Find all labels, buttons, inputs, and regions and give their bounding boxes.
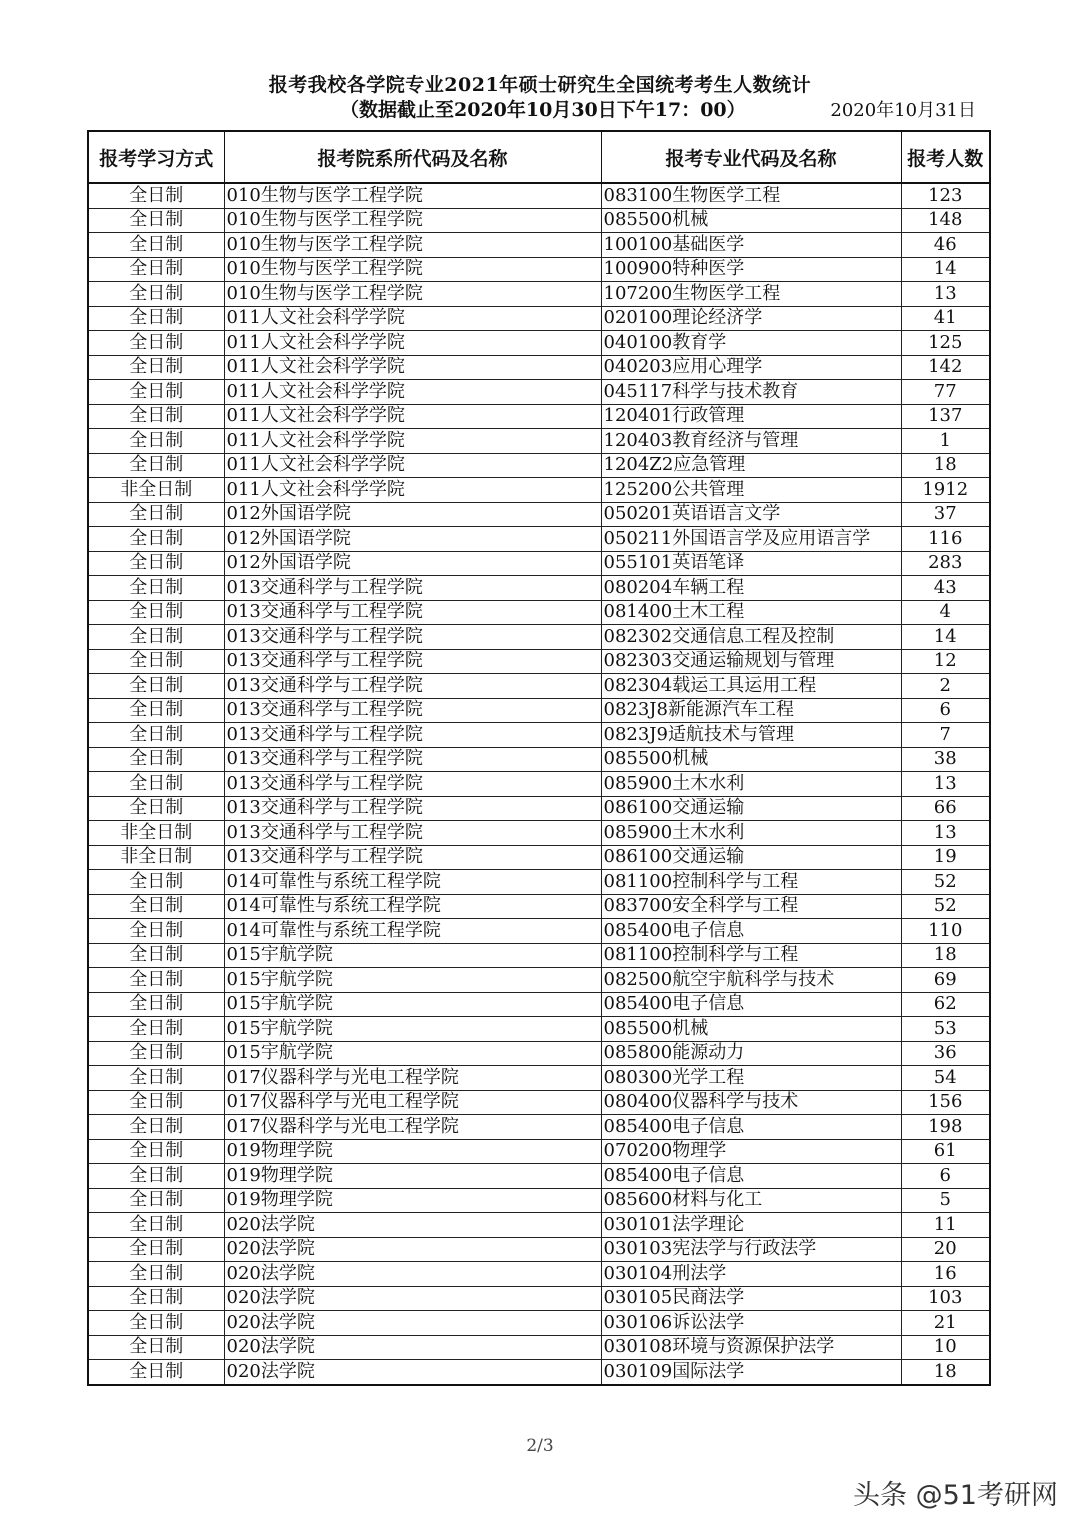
department-cell: 012外国语学院: [224, 502, 601, 527]
study-mode-cell: 全日制: [88, 404, 224, 429]
count-cell: 125: [901, 331, 990, 356]
table-row: [88, 502, 990, 527]
table-row: [88, 478, 990, 503]
department-cell: 013交通科学与工程学院: [224, 772, 601, 797]
table-row: [88, 1237, 990, 1262]
study-mode-cell: 全日制: [88, 331, 224, 356]
table-row: [88, 894, 990, 919]
major-cell: 120401行政管理: [601, 404, 901, 429]
study-mode-cell: 全日制: [88, 233, 224, 258]
count-cell: 148: [901, 208, 990, 233]
study-mode-cell: 全日制: [88, 576, 224, 601]
major-cell: 085400电子信息: [601, 992, 901, 1017]
table-row: [88, 1090, 990, 1115]
count-cell: 52: [901, 870, 990, 895]
department-cell: 015宇航学院: [224, 1017, 601, 1042]
count-cell: 13: [901, 821, 990, 846]
table-row: [88, 306, 990, 331]
table-row: [88, 649, 990, 674]
major-cell: 085600材料与化工: [601, 1188, 901, 1213]
department-cell: 020法学院: [224, 1262, 601, 1287]
department-cell: 013交通科学与工程学院: [224, 600, 601, 625]
major-cell: 082302交通信息工程及控制: [601, 625, 901, 650]
count-cell: 18: [901, 453, 990, 478]
count-cell: 6: [901, 698, 990, 723]
department-cell: 011人文社会科学学院: [224, 429, 601, 454]
count-cell: 66: [901, 796, 990, 821]
table-row: [88, 1139, 990, 1164]
watermark: 头条 @51考研网: [853, 1480, 1058, 1511]
count-cell: 53: [901, 1017, 990, 1042]
department-cell: 013交通科学与工程学院: [224, 747, 601, 772]
major-cell: 085900土木水利: [601, 821, 901, 846]
table-row: [88, 1066, 990, 1091]
major-cell: 083100生物医学工程: [601, 183, 901, 208]
table-row: [88, 674, 990, 699]
table-row: [88, 1213, 990, 1238]
table-row: [88, 1360, 990, 1385]
header-department: 报考院系所代码及名称: [224, 131, 601, 183]
major-cell: 040100教育学: [601, 331, 901, 356]
major-cell: 030104刑法学: [601, 1262, 901, 1287]
study-mode-cell: 全日制: [88, 772, 224, 797]
study-mode-cell: 全日制: [88, 723, 224, 748]
department-cell: 013交通科学与工程学院: [224, 625, 601, 650]
study-mode-cell: 全日制: [88, 1066, 224, 1091]
major-cell: 085400电子信息: [601, 1164, 901, 1189]
study-mode-cell: 全日制: [88, 1139, 224, 1164]
table-row: [88, 698, 990, 723]
study-mode-cell: 全日制: [88, 894, 224, 919]
study-mode-cell: 全日制: [88, 208, 224, 233]
major-cell: 120403教育经济与管理: [601, 429, 901, 454]
major-cell: 083700安全科学与工程: [601, 894, 901, 919]
count-cell: 37: [901, 502, 990, 527]
major-cell: 070200物理学: [601, 1139, 901, 1164]
major-cell: 0823J8新能源汽车工程: [601, 698, 901, 723]
department-cell: 013交通科学与工程学院: [224, 698, 601, 723]
major-cell: 086100交通运输: [601, 796, 901, 821]
study-mode-cell: 全日制: [88, 698, 224, 723]
study-mode-cell: 全日制: [88, 453, 224, 478]
study-mode-cell: 全日制: [88, 1335, 224, 1360]
major-cell: 085500机械: [601, 1017, 901, 1042]
department-cell: 014可靠性与系统工程学院: [224, 894, 601, 919]
study-mode-cell: 全日制: [88, 674, 224, 699]
table-row: [88, 600, 990, 625]
major-cell: 030108环境与资源保护法学: [601, 1335, 901, 1360]
header-study-mode: 报考学习方式: [88, 131, 224, 183]
table-row: [88, 282, 990, 307]
table-row: [88, 233, 990, 258]
department-cell: 013交通科学与工程学院: [224, 821, 601, 846]
count-cell: 20: [901, 1237, 990, 1262]
table-row: [88, 1286, 990, 1311]
study-mode-cell: 全日制: [88, 1311, 224, 1336]
major-cell: 082303交通运输规划与管理: [601, 649, 901, 674]
study-mode-cell: 全日制: [88, 600, 224, 625]
major-cell: 085400电子信息: [601, 1115, 901, 1140]
count-cell: 61: [901, 1139, 990, 1164]
table-row: [88, 1311, 990, 1336]
department-cell: 011人文社会科学学院: [224, 478, 601, 503]
major-cell: 100900特种医学: [601, 257, 901, 282]
count-cell: 77: [901, 380, 990, 405]
table-row: [88, 772, 990, 797]
department-cell: 019物理学院: [224, 1164, 601, 1189]
document-date: 2020年10月31日: [830, 100, 976, 121]
department-cell: 012外国语学院: [224, 551, 601, 576]
department-cell: 015宇航学院: [224, 992, 601, 1017]
table-row: [88, 747, 990, 772]
department-cell: 020法学院: [224, 1286, 601, 1311]
table-row: [88, 1335, 990, 1360]
count-cell: 110: [901, 919, 990, 944]
department-cell: 020法学院: [224, 1335, 601, 1360]
department-cell: 019物理学院: [224, 1188, 601, 1213]
department-cell: 010生物与医学工程学院: [224, 183, 601, 208]
study-mode-cell: 全日制: [88, 796, 224, 821]
count-cell: 54: [901, 1066, 990, 1091]
major-cell: 030106诉讼法学: [601, 1311, 901, 1336]
study-mode-cell: 全日制: [88, 1237, 224, 1262]
count-cell: 14: [901, 257, 990, 282]
count-cell: 116: [901, 527, 990, 552]
department-cell: 011人文社会科学学院: [224, 306, 601, 331]
count-cell: 7: [901, 723, 990, 748]
major-cell: 020100理论经济学: [601, 306, 901, 331]
department-cell: 015宇航学院: [224, 1041, 601, 1066]
major-cell: 082304载运工具运用工程: [601, 674, 901, 699]
count-cell: 13: [901, 772, 990, 797]
department-cell: 020法学院: [224, 1360, 601, 1385]
major-cell: 085500机械: [601, 208, 901, 233]
study-mode-cell: 全日制: [88, 1360, 224, 1385]
major-cell: 030105民商法学: [601, 1286, 901, 1311]
count-cell: 52: [901, 894, 990, 919]
department-cell: 011人文社会科学学院: [224, 355, 601, 380]
major-cell: 082500航空宇航科学与技术: [601, 968, 901, 993]
major-cell: 107200生物医学工程: [601, 282, 901, 307]
count-cell: 5: [901, 1188, 990, 1213]
major-cell: 085400电子信息: [601, 919, 901, 944]
count-cell: 62: [901, 992, 990, 1017]
department-cell: 013交通科学与工程学院: [224, 723, 601, 748]
header-major: 报考专业代码及名称: [601, 131, 901, 183]
major-cell: 085500机械: [601, 747, 901, 772]
count-cell: 38: [901, 747, 990, 772]
count-cell: 46: [901, 233, 990, 258]
major-cell: 1204Z2应急管理: [601, 453, 901, 478]
count-cell: 4: [901, 600, 990, 625]
count-cell: 198: [901, 1115, 990, 1140]
major-cell: 080400仪器科学与技术: [601, 1090, 901, 1115]
study-mode-cell: 全日制: [88, 1017, 224, 1042]
major-cell: 081100控制科学与工程: [601, 943, 901, 968]
count-cell: 36: [901, 1041, 990, 1066]
statistics-table: [87, 130, 991, 1386]
table-row: [88, 380, 990, 405]
major-cell: 045117科学与技术教育: [601, 380, 901, 405]
study-mode-cell: 非全日制: [88, 845, 224, 870]
major-cell: 081100控制科学与工程: [601, 870, 901, 895]
count-cell: 16: [901, 1262, 990, 1287]
department-cell: 017仪器科学与光电工程学院: [224, 1115, 601, 1140]
department-cell: 013交通科学与工程学院: [224, 576, 601, 601]
count-cell: 21: [901, 1311, 990, 1336]
department-cell: 010生物与医学工程学院: [224, 233, 601, 258]
department-cell: 013交通科学与工程学院: [224, 845, 601, 870]
table-row: [88, 331, 990, 356]
study-mode-cell: 全日制: [88, 502, 224, 527]
major-cell: 030109国际法学: [601, 1360, 901, 1385]
study-mode-cell: 全日制: [88, 870, 224, 895]
study-mode-cell: 全日制: [88, 968, 224, 993]
count-cell: 137: [901, 404, 990, 429]
table-row: [88, 576, 990, 601]
study-mode-cell: 非全日制: [88, 821, 224, 846]
count-cell: 1: [901, 429, 990, 454]
table-row: [88, 355, 990, 380]
table-row: [88, 992, 990, 1017]
table-row: [88, 919, 990, 944]
table-row: [88, 1115, 990, 1140]
count-cell: 2: [901, 674, 990, 699]
department-cell: 013交通科学与工程学院: [224, 649, 601, 674]
count-cell: 1912: [901, 478, 990, 503]
count-cell: 123: [901, 183, 990, 208]
count-cell: 283: [901, 551, 990, 576]
department-cell: 011人文社会科学学院: [224, 380, 601, 405]
count-cell: 13: [901, 282, 990, 307]
table-row: [88, 796, 990, 821]
count-cell: 18: [901, 1360, 990, 1385]
count-cell: 41: [901, 306, 990, 331]
table-body: [88, 183, 990, 1385]
major-cell: 085800能源动力: [601, 1041, 901, 1066]
table-row: [88, 1188, 990, 1213]
document-title: 报考我校各学院专业2021年硕士研究生全国统考考生人数统计: [268, 74, 812, 96]
table-row: [88, 208, 990, 233]
major-cell: 080204车辆工程: [601, 576, 901, 601]
count-cell: 10: [901, 1335, 990, 1360]
department-cell: 011人文社会科学学院: [224, 453, 601, 478]
study-mode-cell: 全日制: [88, 282, 224, 307]
study-mode-cell: 全日制: [88, 919, 224, 944]
major-cell: 040203应用心理学: [601, 355, 901, 380]
study-mode-cell: 非全日制: [88, 478, 224, 503]
department-cell: 011人文社会科学学院: [224, 331, 601, 356]
study-mode-cell: 全日制: [88, 429, 224, 454]
department-cell: 020法学院: [224, 1213, 601, 1238]
table-row: [88, 551, 990, 576]
major-cell: 080300光学工程: [601, 1066, 901, 1091]
count-cell: 14: [901, 625, 990, 650]
study-mode-cell: 全日制: [88, 943, 224, 968]
study-mode-cell: 全日制: [88, 527, 224, 552]
major-cell: 050201英语语言文学: [601, 502, 901, 527]
study-mode-cell: 全日制: [88, 1213, 224, 1238]
table-row: [88, 404, 990, 429]
count-cell: 69: [901, 968, 990, 993]
study-mode-cell: 全日制: [88, 551, 224, 576]
table-row: [88, 625, 990, 650]
table-row: [88, 845, 990, 870]
study-mode-cell: 全日制: [88, 355, 224, 380]
table-row: [88, 723, 990, 748]
department-cell: 011人文社会科学学院: [224, 404, 601, 429]
table-row: [88, 1041, 990, 1066]
table-row: [88, 1164, 990, 1189]
department-cell: 017仪器科学与光电工程学院: [224, 1066, 601, 1091]
count-cell: 142: [901, 355, 990, 380]
department-cell: 013交通科学与工程学院: [224, 796, 601, 821]
department-cell: 010生物与医学工程学院: [224, 257, 601, 282]
department-cell: 019物理学院: [224, 1139, 601, 1164]
table-row: [88, 429, 990, 454]
table-row: [88, 1017, 990, 1042]
department-cell: 015宇航学院: [224, 943, 601, 968]
count-cell: 6: [901, 1164, 990, 1189]
table-row: [88, 257, 990, 282]
study-mode-cell: 全日制: [88, 1262, 224, 1287]
study-mode-cell: 全日制: [88, 1115, 224, 1140]
major-cell: 050211外国语言学及应用语言学: [601, 527, 901, 552]
major-cell: 085900土木水利: [601, 772, 901, 797]
department-cell: 020法学院: [224, 1237, 601, 1262]
department-cell: 015宇航学院: [224, 968, 601, 993]
department-cell: 010生物与医学工程学院: [224, 208, 601, 233]
table-row: [88, 943, 990, 968]
document-subtitle: （数据截止至2020年10月30日下午17：00）: [340, 99, 746, 121]
count-cell: 103: [901, 1286, 990, 1311]
count-cell: 43: [901, 576, 990, 601]
count-cell: 156: [901, 1090, 990, 1115]
study-mode-cell: 全日制: [88, 380, 224, 405]
study-mode-cell: 全日制: [88, 183, 224, 208]
count-cell: 11: [901, 1213, 990, 1238]
major-cell: 100100基础医学: [601, 233, 901, 258]
department-cell: 020法学院: [224, 1311, 601, 1336]
table-header-row: [88, 131, 990, 183]
table-row: [88, 527, 990, 552]
major-cell: 081400土木工程: [601, 600, 901, 625]
table-row: [88, 183, 990, 208]
count-cell: 19: [901, 845, 990, 870]
study-mode-cell: 全日制: [88, 992, 224, 1017]
study-mode-cell: 全日制: [88, 649, 224, 674]
department-cell: 014可靠性与系统工程学院: [224, 870, 601, 895]
department-cell: 017仪器科学与光电工程学院: [224, 1090, 601, 1115]
department-cell: 014可靠性与系统工程学院: [224, 919, 601, 944]
study-mode-cell: 全日制: [88, 1090, 224, 1115]
table-row: [88, 870, 990, 895]
table-row: [88, 968, 990, 993]
department-cell: 010生物与医学工程学院: [224, 282, 601, 307]
major-cell: 030101法学理论: [601, 1213, 901, 1238]
study-mode-cell: 全日制: [88, 306, 224, 331]
study-mode-cell: 全日制: [88, 257, 224, 282]
department-cell: 013交通科学与工程学院: [224, 674, 601, 699]
study-mode-cell: 全日制: [88, 625, 224, 650]
count-cell: 18: [901, 943, 990, 968]
major-cell: 055101英语笔译: [601, 551, 901, 576]
major-cell: 0823J9适航技术与管理: [601, 723, 901, 748]
header-applicant-count: 报考人数: [901, 131, 990, 183]
table-row: [88, 453, 990, 478]
major-cell: 125200公共管理: [601, 478, 901, 503]
study-mode-cell: 全日制: [88, 1188, 224, 1213]
major-cell: 030103宪法学与行政法学: [601, 1237, 901, 1262]
study-mode-cell: 全日制: [88, 1164, 224, 1189]
study-mode-cell: 全日制: [88, 1286, 224, 1311]
department-cell: 012外国语学院: [224, 527, 601, 552]
table-row: [88, 821, 990, 846]
study-mode-cell: 全日制: [88, 747, 224, 772]
study-mode-cell: 全日制: [88, 1041, 224, 1066]
page-number: 2/3: [526, 1436, 554, 1456]
major-cell: 086100交通运输: [601, 845, 901, 870]
table-row: [88, 1262, 990, 1287]
count-cell: 12: [901, 649, 990, 674]
